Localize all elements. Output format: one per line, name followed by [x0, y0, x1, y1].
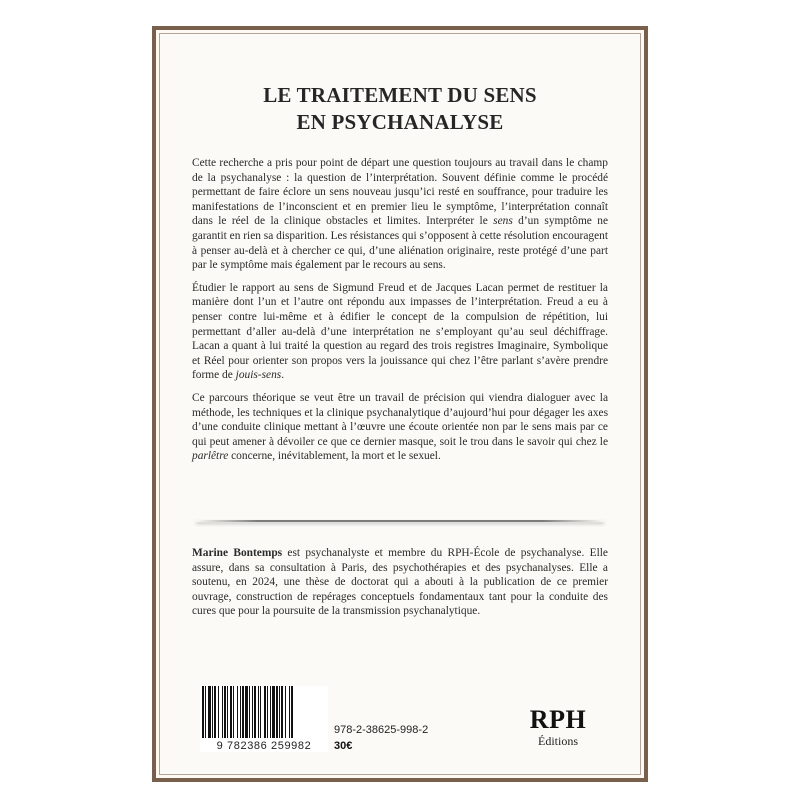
author-bio-paragraph	[192, 546, 608, 619]
blurb-text: concerne, inévitablement, la mort et le sexuel.	[228, 450, 441, 463]
barcode-bar	[214, 686, 216, 738]
barcode	[200, 686, 328, 750]
barcode-bar	[237, 686, 238, 738]
barcode-bar	[212, 686, 213, 738]
barcode-bar	[289, 686, 290, 738]
barcode-bar	[254, 686, 256, 738]
publisher-subtitle: Éditions	[537, 734, 578, 748]
barcode-bar	[249, 686, 250, 738]
barcode-bar	[270, 686, 271, 738]
barcode-bar	[227, 686, 228, 738]
blurb-paragraph-2	[192, 281, 608, 383]
blurb	[192, 156, 608, 472]
publisher-name: RPH	[529, 705, 587, 734]
blurb-text: Cette recherche a pris pour point de départ une question toujours au travail dans le champ de la psychanalyse : la question de l’interprétation. Souvent définie comme le procédé permettant de faire éclore un sens nouveau jusqu’ici resté en souffrance, pour traduire les manifestations de l’inconscient et en premier lieu le symptôme, l’interprétation connaît dans le réel de la clinique obstacles et limites. Interpréter le	[192, 157, 608, 228]
book-title	[156, 82, 644, 136]
barcode-bars	[200, 686, 328, 738]
blurb-text: Étudier le rapport au sens de Sigmund Freud et de Jacques Lacan permet de restituer la manière dont l’un et l’autre ont répondu aux impasses de l’interprétation. Freud a eu à penser contre lui-même et à édifier le concept de la compulsion de répétition, lui permettant d’aller au-delà d’une interprétation ne s’employant qu’au seul déchiffrage. Lacan a quant à lui traité la question au regard des trois registres Imaginaire, Symbolique et Réel pour orienter son propos vers la jouissance qui chez l’être parlant s’avère prendre forme de	[192, 281, 608, 382]
publisher-logo	[518, 706, 598, 748]
barcode-bar	[240, 686, 241, 738]
isbn-number: 978-2-38625-998-2	[334, 724, 429, 736]
barcode-bar	[252, 686, 253, 738]
blurb-text: d’un symptôme ne garantit en rien sa disparition. Les résistances qui s’opposent à cette résolution encouragent à penser au-delà et à chercher ce qui, d’une aliénation originaire, reste protégé d’une part par le symptôme mais également par le recours au sens.	[192, 215, 608, 272]
barcode-bar	[242, 686, 244, 738]
barcode-bar	[205, 686, 206, 738]
blurb-text: Ce parcours théorique se veut être un travail de précision qui viendra dialoguer avec la méthode, les techniques et la clinique psychanalytique d’aujourd’hui pour dégager les axes d’une conduite clinique mettant à l’œuvre une écoute orientée non par le sens mais par ce qui peut amener à dévoiler ce que ce dernier masque, soit le trou dans le savoir qui chez le	[192, 391, 608, 448]
blurb-text: .	[281, 369, 285, 382]
barcode-bar	[258, 686, 259, 738]
barcode-bar	[224, 686, 226, 738]
barcode-bar	[276, 686, 278, 738]
price: 30€	[334, 740, 353, 752]
emphasis-sens: sens	[493, 215, 513, 228]
barcode-bar	[264, 686, 266, 738]
barcode-bar	[233, 686, 234, 738]
barcode-bar	[267, 686, 268, 738]
author-bio-text: est psychanalyste et membre du RPH-École de psychanalyse. Elle assure, dans sa consultation à Paris, des psychothérapies et des psychanalyses. Elle a soutenu, en 2024, une thèse de doctorat qui a abouti à la publication de ce premier ouvrage, construction de repérages conceptuels fondamentaux tant pour la conduite des cures que pour la poursuite de la transmission psychanalytique.	[192, 547, 608, 618]
barcode-bar	[260, 686, 261, 738]
blurb-paragraph-3	[192, 391, 608, 464]
barcode-bar	[291, 686, 293, 738]
title-line-2: EN PSYCHANALYSE	[296, 110, 504, 134]
barcode-bar	[218, 686, 219, 738]
title-line-1: LE TRAITEMENT DU SENS	[263, 83, 537, 107]
barcode-bar	[245, 686, 248, 738]
barcode-digits: 9 782386 259982	[200, 740, 328, 752]
barcode-bar	[222, 686, 223, 738]
barcode-bar	[202, 686, 204, 738]
emphasis-parletre: parlêtre	[192, 450, 229, 463]
barcode-bar	[208, 686, 211, 738]
barcode-bar	[279, 686, 280, 738]
author-name: Marine Bontemps	[192, 547, 283, 559]
barcode-bar	[285, 686, 286, 738]
section-divider	[196, 520, 604, 522]
barcode-bar	[272, 686, 275, 738]
barcode-bar	[230, 686, 232, 738]
author-bio	[192, 546, 608, 627]
barcode-bar	[281, 686, 283, 738]
back-cover	[152, 26, 648, 782]
emphasis-jouis-sens: jouis-sens	[235, 369, 282, 382]
blurb-paragraph-1	[192, 156, 608, 273]
